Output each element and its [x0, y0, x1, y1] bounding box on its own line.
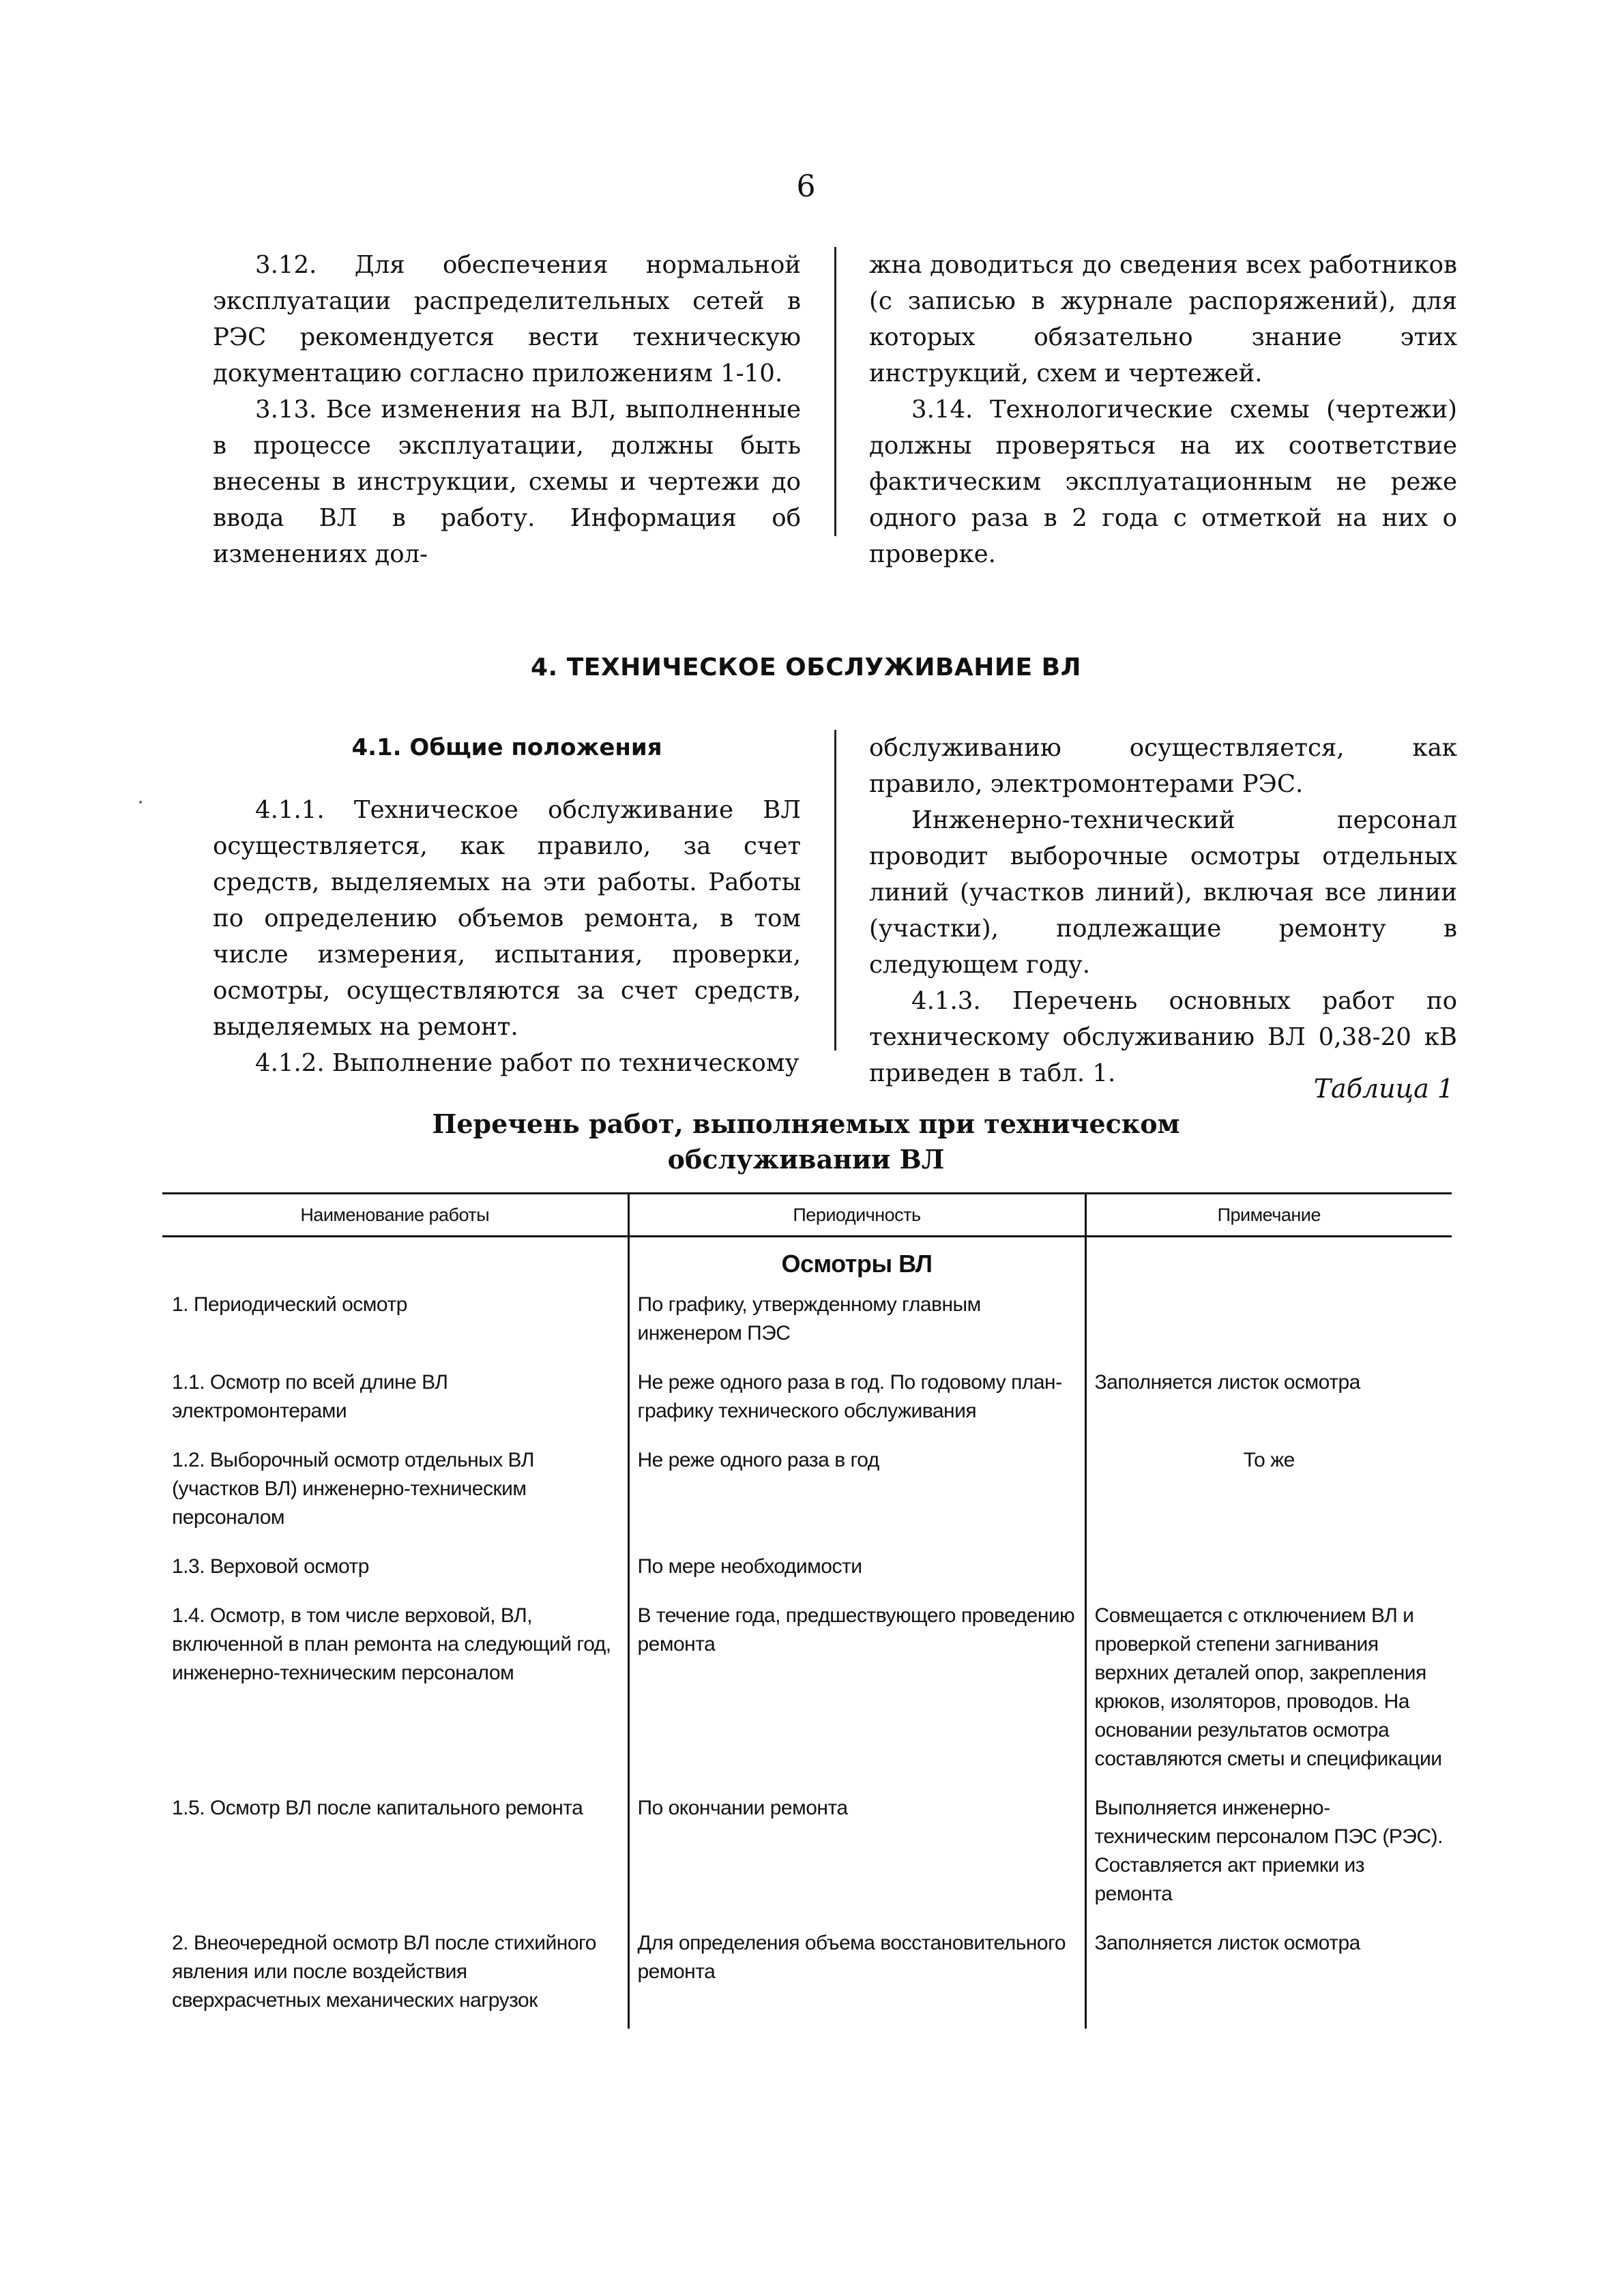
note-cell [1085, 1284, 1452, 1362]
table-title-line-1: Перечень работ, выполняемых при техническом [432, 1108, 1180, 1139]
page-number: 6 [796, 169, 816, 204]
table-row [162, 1362, 1452, 1439]
column-divider [834, 730, 836, 1050]
table-row [162, 1439, 1452, 1546]
works-table [162, 1192, 1452, 2029]
periodicity-cell: По мере необходимости [628, 1546, 1085, 1595]
note-cell: Выполняется инженерно-техническим персоналом ПЭС (РЭС). Составляется акт приемки из ремонта [1085, 1787, 1452, 1922]
note-cell: Совмещается с отключением ВЛ и проверкой степени загнивания верхних деталей опор, закрепления крюков, изоляторов, проводов. На основании результатов осмотра составляются сметы и спецификации [1085, 1595, 1452, 1787]
work-name-cell: 1.4. Осмотр, в том числе верховой, ВЛ, включенной в план ремонта на следующий год, инженерно-техническим персоналом [172, 1604, 611, 1684]
table-title-line-2: обслуживании ВЛ [667, 1144, 945, 1175]
periodicity-cell: Не реже одного раза в год [628, 1439, 1085, 1546]
table-header-row [162, 1194, 1452, 1237]
table-row [162, 1546, 1452, 1595]
group-title: Осмотры ВЛ [628, 1237, 1085, 1284]
table-row [162, 1595, 1452, 1787]
note-cell: То же [1085, 1439, 1452, 1546]
intro-columns [213, 247, 1457, 568]
periodicity-cell: Для определения объема восстановительного ремонта [628, 1922, 1085, 2029]
paragraph-4-1-3: 4.1.3. Перечень основных работ по техническому обслуживанию ВЛ 0,38-20 кВ приведен в табл. 1. [869, 987, 1457, 1087]
paragraph-3-13-continued: жна доводиться до сведения всех работников (с записью в журнале распоряжений), для которых обязательно знание этих инструкций, схем и чертежей. [869, 251, 1457, 387]
scan-speck [139, 801, 142, 804]
header-periodicity: Периодичность [628, 1194, 1085, 1237]
table-row [162, 1284, 1452, 1362]
section-heading: 4. ТЕХНИЧЕСКОЕ ОБСЛУЖИВАНИЕ ВЛ [530, 653, 1082, 681]
right-column [857, 730, 1457, 1087]
table-title [0, 1106, 1612, 1177]
periodicity-cell: В течение года, предшествующего проведению ремонта [628, 1595, 1085, 1787]
periodicity-cell: По окончании ремонта [628, 1787, 1085, 1922]
paragraph-4-1-2: 4.1.2. Выполнение работ по техническому [255, 1049, 800, 1077]
column-divider [834, 247, 836, 536]
table-row [162, 1787, 1452, 1922]
section-columns [213, 730, 1457, 1087]
work-name-cell: 2. Внеочередной осмотр ВЛ после стихийного явления или после воздействия сверхрасчетных механических нагрузок [172, 1932, 596, 2012]
work-name-cell: 1.5. Осмотр ВЛ после капитального ремонта [172, 1797, 583, 1819]
header-note: Примечание [1085, 1194, 1452, 1237]
note-cell [1085, 1546, 1452, 1595]
work-name-cell: 1. Периодический осмотр [172, 1293, 407, 1316]
paragraph-4-1-1: 4.1.1. Техническое обслуживание ВЛ осуществляется, как правило, за счет средств, выделяемых на эти работы. Работы по определению объемов ремонта, в том числе измерения, испытания, проверки, осмотры, осуществляются за счет средств, выделяемых на ремонт. [213, 796, 801, 1041]
subsection-heading: 4.1. Общие положения [351, 734, 662, 761]
periodicity-cell: По графику, утвержденному главным инженером ПЭС [628, 1284, 1085, 1362]
note-cell: Заполняется листок осмотра [1085, 1922, 1452, 2029]
work-name-cell: 1.1. Осмотр по всей длине ВЛ электромонтерами [172, 1371, 448, 1422]
right-column [857, 247, 1457, 568]
work-name-cell: 1.2. Выборочный осмотр отдельных ВЛ (участков ВЛ) инженерно-техническим персоналом [172, 1449, 534, 1529]
table-row [162, 1922, 1452, 2029]
table-label: Таблица 1 [1313, 1074, 1454, 1104]
left-column [213, 730, 813, 1077]
left-column [213, 247, 813, 568]
header-work-name: Наименование работы [162, 1194, 628, 1237]
periodicity-cell: Не реже одного раза в год. По годовому план-графику технического обслуживания [628, 1362, 1085, 1439]
note-cell: Заполняется листок осмотра [1085, 1362, 1452, 1439]
paragraph-3-12: 3.12. Для обеспечения нормальной эксплуатации распределительных сетей в РЭС рекомендуется вести техническую документацию согласно приложениям 1-10. [213, 251, 801, 387]
paragraph-3-13: 3.13. Все изменения на ВЛ, выполненные в процессе эксплуатации, должны быть внесены в инструкции, схемы и чертежи до ввода ВЛ в работу. Информация об изменениях дол- [213, 396, 801, 568]
paragraph-3-14: 3.14. Технологические схемы (чертежи) должны проверяться на их соответствие фактическим эксплуатационным не реже одного раза в 2 года с отметкой на них о проверке. [869, 396, 1457, 568]
paragraph-4-1-2-continued: обслуживанию осуществляется, как правило, электромонтерами РЭС. [869, 734, 1457, 798]
paragraph-staff: Инженерно-технический персонал проводит выборочные осмотры отдельных линий (участков линий), включая все линии (участки), подлежащие ремонту в следующем году. [869, 806, 1457, 979]
table-group-row [162, 1237, 1452, 1284]
work-name-cell: 1.3. Верховой осмотр [172, 1555, 369, 1578]
